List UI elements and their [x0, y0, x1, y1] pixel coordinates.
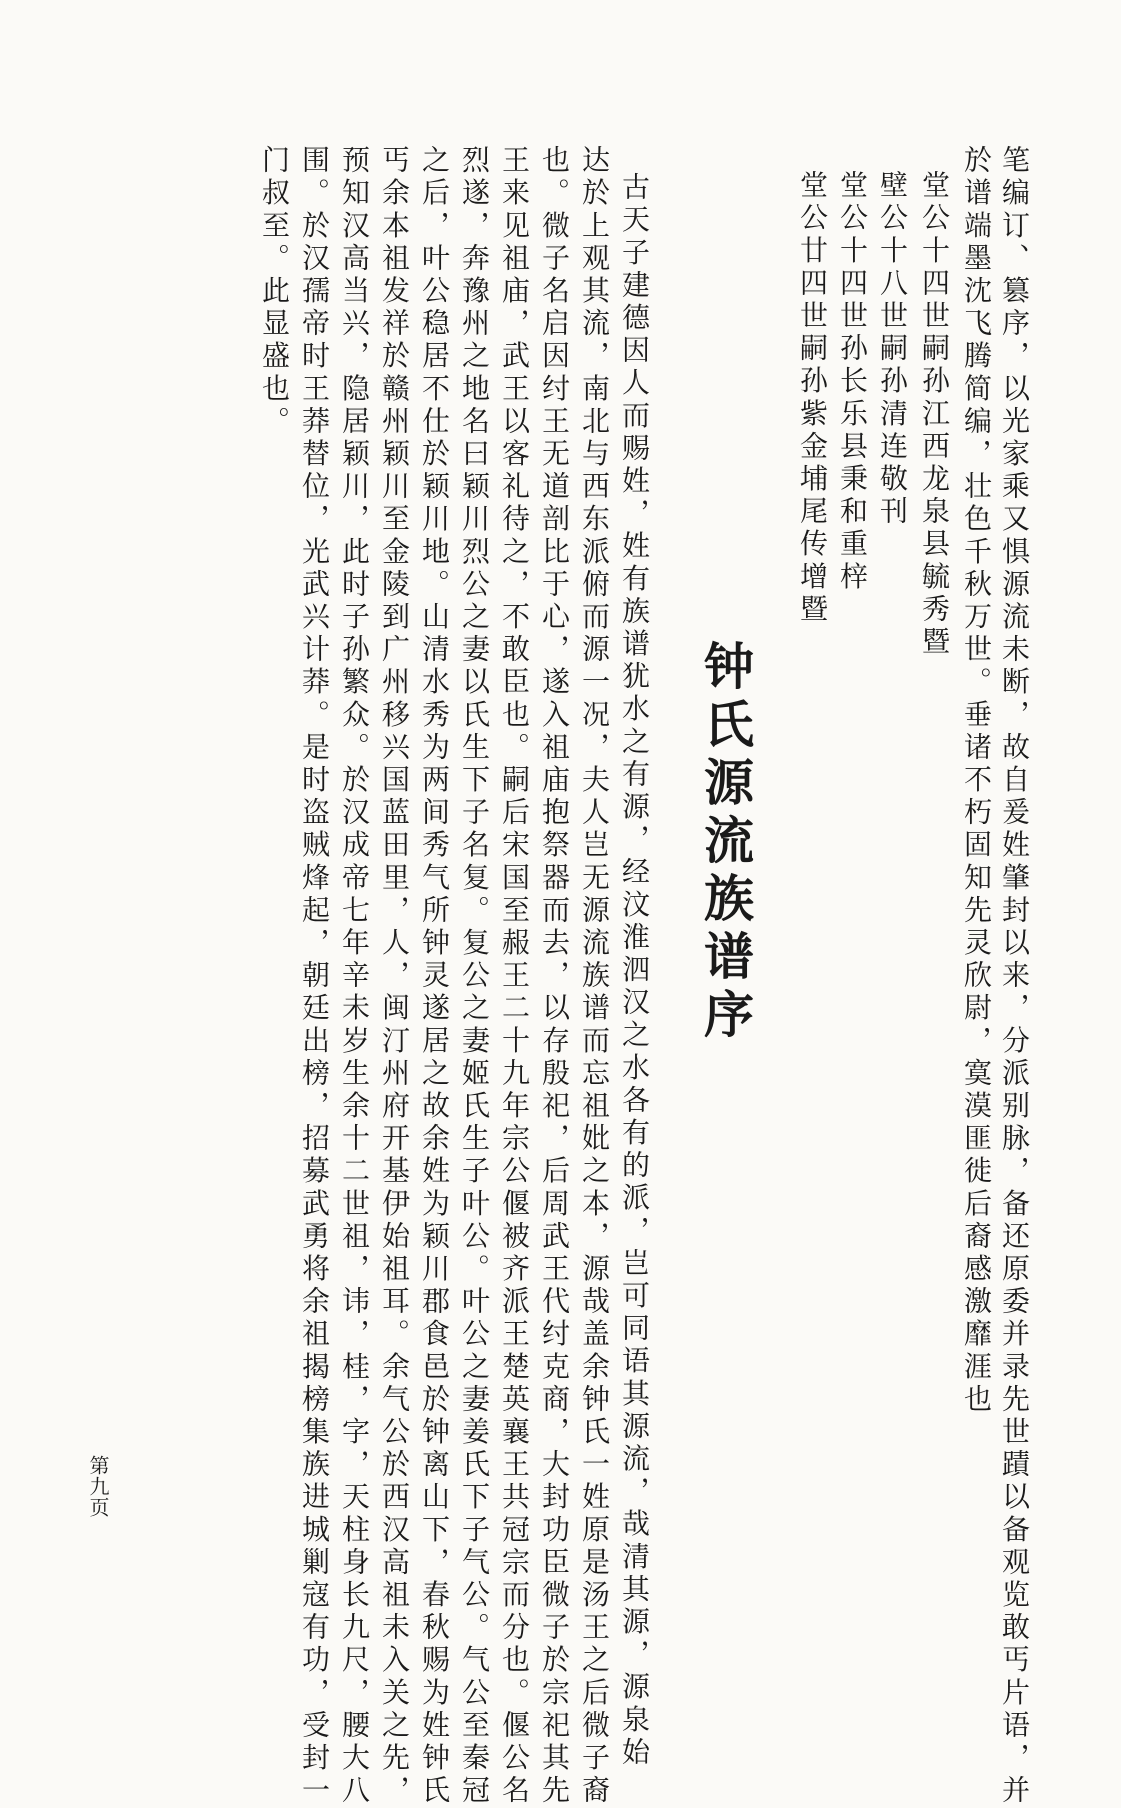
body-column-1: 古天子建德因人而赐姓，姓有族谱犹水之有源，经汶淮泗汉之水各有的派，岂可同语其源流，哉清其源，源泉始 [618, 172, 651, 1770]
body-column-5: 烈遂，奔豫州之地名曰颖川烈公之妻以氏生下子名复。复公之妻姬氏生子叶公。叶公之妻姜氏下子气公。气公至秦冠 [458, 145, 491, 1808]
body-column-2: 达於上观其流，南北与西东派俯而源一况，夫人岂无源流族谱而忘祖妣之本，源哉盖余钟氏一姓原是汤王之后微子裔 [578, 145, 611, 1808]
intro-column-4: 壁公十八世嗣孙清连敬刊 [876, 170, 909, 529]
body-column-4: 王来见祖庙，武王以客礼待之，不敢臣也。嗣后宋国至赧王二十九年宗公偃被齐派王楚英襄王共冠宗而分也。偃公名 [498, 145, 531, 1808]
body-column-8: 预知汉高当兴，隐居颖川，此时子孙繁众。於汉成帝七年辛未岁生余十二世祖，讳，桂，字，天柱身长九尺，腰大八 [338, 145, 371, 1808]
body-column-6: 之后，叶公稳居不仕於颖川地。山清水秀为两间秀气所钟灵遂居之故余姓为颖川郡食邑於钟离山下，春秋赐为姓钟氏 [418, 145, 451, 1808]
document-title: 钟氏源流族谱序 [696, 640, 755, 1046]
intro-column-5: 堂公十四世孙长乐县秉和重梓 [836, 170, 869, 594]
intro-column-3: 堂公十四世嗣孙江西龙泉县毓秀暨 [918, 170, 951, 659]
body-column-10: 门叔至。此显盛也。 [258, 145, 291, 439]
page-number: 第九页 [86, 1455, 110, 1518]
intro-column-2: 於谱端墨沈飞腾简编，壮色千秋万世。垂诸不朽固知先灵欣尉，寞漠匪徙后裔感激靡涯也 [960, 145, 993, 1417]
body-column-7: 丐余本祖发祥於赣州颖川至金陵到广州移兴国蓝田里，人，闽汀州府开基伊始祖耳。余气公於西汉高祖未入关之先， [378, 145, 411, 1808]
body-column-3: 也。微子名启因纣王无道剖比于心，遂入祖庙抱祭器而去，以存殷祀，后周武王代纣克商，大封功臣微子於宗祀其先 [538, 145, 571, 1808]
intro-column-1: 笔编订、篡序，以光家乘又惧源流未断，故自爰姓肇封以来，分派别脉，备还原委并录先世蹟以备观览敢丐片语，并 [998, 145, 1031, 1808]
body-column-9: 围。於汉孺帝时王莽替位，光武兴计莽。是时盗贼烽起，朝廷出榜，招募武勇将余祖揭榜集族进城剿寇有功，受封一 [298, 145, 331, 1808]
intro-column-6: 堂公廿四世嗣孙紫金埔尾传增暨 [796, 170, 829, 627]
